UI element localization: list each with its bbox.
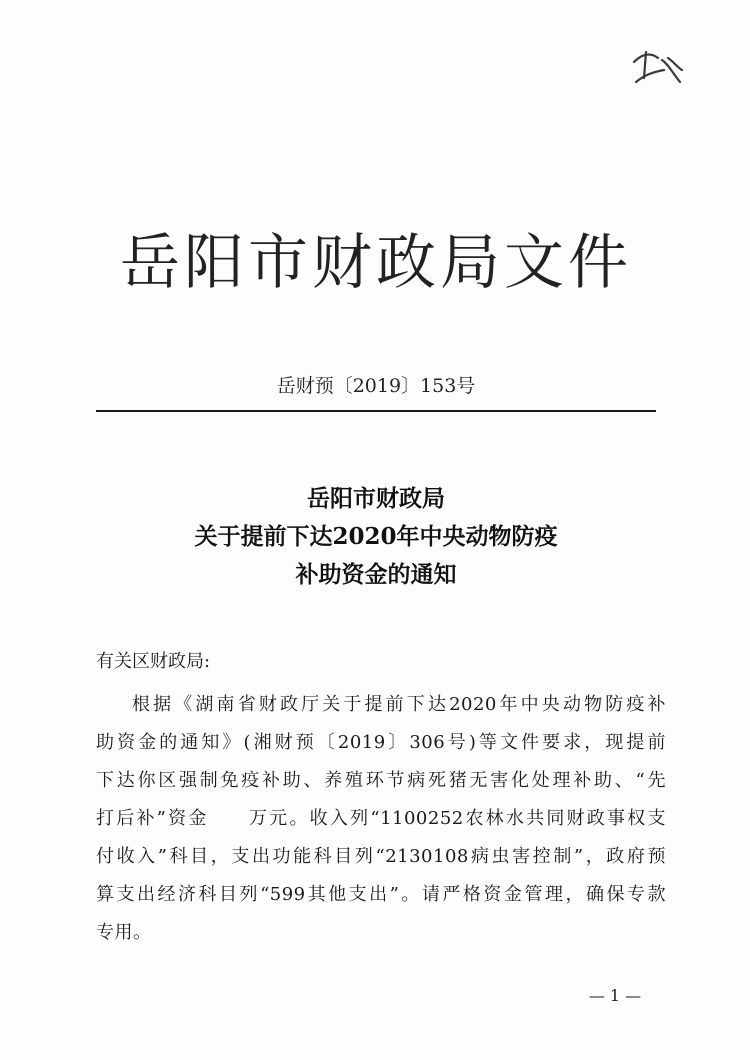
document-title: 岳阳市财政局文件 — [120, 228, 632, 298]
salutation: 有关区财政局: — [96, 651, 211, 672]
body-line: 助资金的通知》(湘财预〔2019〕306号)等文件要求，现提前 — [96, 732, 666, 753]
subject-line-2: 关于提前下达2020年中央动物防疫 — [194, 523, 558, 550]
body-text — [96, 686, 666, 952]
body-line: 专用。 — [96, 922, 152, 943]
header-divider — [96, 410, 656, 412]
notice-subject — [96, 480, 656, 594]
body-line: 根据《湖南省财政厅关于提前下达2020年中央动物防疫补 — [132, 694, 666, 715]
subject-line-1: 岳阳市财政局 — [307, 485, 445, 512]
subject-line-3: 补助资金的通知 — [295, 561, 457, 588]
document-number: 岳财预〔2019〕153号 — [276, 375, 476, 397]
page-number: — 1 — — [588, 986, 642, 1005]
body-line: 付收入”科目，支出功能科目列“2130108病虫害控制”，政府预 — [96, 846, 666, 867]
body-line: 下达你区强制免疫补助、养殖环节病死猪无害化处理补助、“先 — [96, 770, 666, 791]
handwritten-annotation — [628, 48, 686, 92]
body-line: 打后补”资金 万元。收入列“1100252农林水共同财政事权支 — [96, 808, 666, 829]
body-line: 算支出经济科目列“599其他支出”。请严格资金管理，确保专款 — [96, 884, 666, 905]
